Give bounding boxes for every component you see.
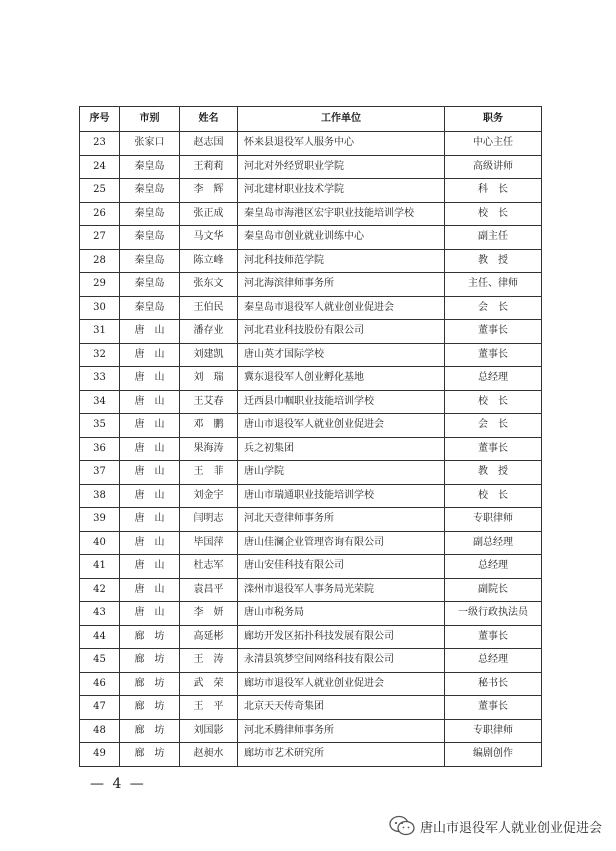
cell-no: 48 xyxy=(80,719,120,743)
cell-role: 副主任 xyxy=(445,226,542,250)
cell-role: 总经理 xyxy=(445,555,542,579)
table-row xyxy=(80,132,542,156)
cell-role: 董事长 xyxy=(445,320,542,344)
table-row xyxy=(80,672,542,696)
cell-name: 张正成 xyxy=(180,202,238,226)
cell-role: 总经理 xyxy=(445,649,542,673)
cell-role: 高级讲师 xyxy=(445,155,542,179)
cell-name: 王 平 xyxy=(180,696,238,720)
cell-city: 唐 山 xyxy=(120,367,180,391)
page-number: — 4 — xyxy=(90,776,146,792)
cell-unit: 兵之初集团 xyxy=(238,437,445,461)
header-no: 序号 xyxy=(80,107,120,132)
cell-no: 46 xyxy=(80,672,120,696)
table-row xyxy=(80,273,542,297)
cell-role: 编剧创作 xyxy=(445,743,542,767)
cell-no: 27 xyxy=(80,226,120,250)
cell-no: 49 xyxy=(80,743,120,767)
table-row xyxy=(80,226,542,250)
cell-city: 秦皇岛 xyxy=(120,273,180,297)
cell-name: 马文华 xyxy=(180,226,238,250)
cell-city: 唐 山 xyxy=(120,414,180,438)
table-body xyxy=(80,132,542,767)
cell-no: 35 xyxy=(80,414,120,438)
table-row xyxy=(80,202,542,226)
cell-city: 廊 坊 xyxy=(120,743,180,767)
cell-name: 袁昌平 xyxy=(180,578,238,602)
cell-no: 41 xyxy=(80,555,120,579)
cell-name: 毕国萍 xyxy=(180,531,238,555)
cell-no: 28 xyxy=(80,249,120,273)
wechat-icon xyxy=(388,815,416,837)
cell-unit: 廊坊市艺术研究所 xyxy=(238,743,445,767)
cell-name: 果海涛 xyxy=(180,437,238,461)
cell-role: 秘书长 xyxy=(445,672,542,696)
cell-name: 王 涛 xyxy=(180,649,238,673)
table-row xyxy=(80,484,542,508)
watermark-text: 唐山市退役军人就业创业促进会 xyxy=(419,820,602,836)
cell-unit: 唐山市退役军人就业创业促进会 xyxy=(238,414,445,438)
table-row xyxy=(80,249,542,273)
cell-no: 29 xyxy=(80,273,120,297)
cell-city: 唐 山 xyxy=(120,508,180,532)
cell-role: 一级行政执法员 xyxy=(445,602,542,626)
cell-name: 刘建凯 xyxy=(180,343,238,367)
cell-unit: 河北科技师范学院 xyxy=(238,249,445,273)
cell-role: 董事长 xyxy=(445,696,542,720)
cell-no: 25 xyxy=(80,179,120,203)
cell-unit: 河北对外经贸职业学院 xyxy=(238,155,445,179)
cell-city: 秦皇岛 xyxy=(120,179,180,203)
cell-no: 36 xyxy=(80,437,120,461)
cell-no: 42 xyxy=(80,578,120,602)
cell-no: 44 xyxy=(80,625,120,649)
cell-name: 闫明志 xyxy=(180,508,238,532)
table-row xyxy=(80,414,542,438)
cell-unit: 河北天壹律师事务所 xyxy=(238,508,445,532)
cell-name: 王 菲 xyxy=(180,461,238,485)
table-row xyxy=(80,155,542,179)
cell-no: 24 xyxy=(80,155,120,179)
cell-unit: 永清县筑梦空间网络科技有限公司 xyxy=(238,649,445,673)
cell-city: 秦皇岛 xyxy=(120,249,180,273)
table-row xyxy=(80,390,542,414)
cell-no: 40 xyxy=(80,531,120,555)
table-row xyxy=(80,508,542,532)
cell-role: 董事长 xyxy=(445,343,542,367)
cell-unit: 唐山市税务局 xyxy=(238,602,445,626)
cell-unit: 唐山市瑞通职业技能培训学校 xyxy=(238,484,445,508)
cell-name: 王艾春 xyxy=(180,390,238,414)
cell-role: 中心主任 xyxy=(445,132,542,156)
cell-name: 武 荣 xyxy=(180,672,238,696)
table-row xyxy=(80,649,542,673)
cell-name: 高延彬 xyxy=(180,625,238,649)
table-row xyxy=(80,320,542,344)
cell-no: 32 xyxy=(80,343,120,367)
cell-city: 廊 坊 xyxy=(120,672,180,696)
cell-city: 唐 山 xyxy=(120,437,180,461)
cell-no: 47 xyxy=(80,696,120,720)
cell-city: 廊 坊 xyxy=(120,719,180,743)
table-row xyxy=(80,743,542,767)
cell-unit: 秦皇岛市退役军人就业创业促进会 xyxy=(238,296,445,320)
cell-unit: 迁西县巾帼职业技能培训学校 xyxy=(238,390,445,414)
cell-name: 邓 鹏 xyxy=(180,414,238,438)
header-row xyxy=(80,107,542,132)
cell-city: 廊 坊 xyxy=(120,696,180,720)
cell-unit: 冀东退役军人创业孵化基地 xyxy=(238,367,445,391)
cell-role: 专职律师 xyxy=(445,508,542,532)
cell-name: 刘国影 xyxy=(180,719,238,743)
cell-no: 31 xyxy=(80,320,120,344)
cell-role: 副院长 xyxy=(445,578,542,602)
cell-name: 杜志军 xyxy=(180,555,238,579)
header-city: 市别 xyxy=(120,107,180,132)
cell-city: 秦皇岛 xyxy=(120,155,180,179)
cell-unit: 廊坊开发区拓扑科技发展有限公司 xyxy=(238,625,445,649)
cell-role: 科 长 xyxy=(445,179,542,203)
cell-role: 董事长 xyxy=(445,625,542,649)
table-row xyxy=(80,437,542,461)
cell-role: 会 长 xyxy=(445,414,542,438)
header-name: 姓名 xyxy=(180,107,238,132)
table-row xyxy=(80,555,542,579)
cell-city: 廊 坊 xyxy=(120,625,180,649)
table-row xyxy=(80,367,542,391)
table-row xyxy=(80,531,542,555)
cell-unit: 怀来县退役军人服务中心 xyxy=(238,132,445,156)
cell-no: 37 xyxy=(80,461,120,485)
table-row xyxy=(80,179,542,203)
cell-no: 38 xyxy=(80,484,120,508)
cell-city: 唐 山 xyxy=(120,602,180,626)
cell-city: 唐 山 xyxy=(120,555,180,579)
cell-unit: 唐山英才国际学校 xyxy=(238,343,445,367)
cell-city: 秦皇岛 xyxy=(120,226,180,250)
cell-unit: 北京天天传奇集团 xyxy=(238,696,445,720)
cell-role: 专职律师 xyxy=(445,719,542,743)
table-row xyxy=(80,578,542,602)
cell-no: 23 xyxy=(80,132,120,156)
cell-city: 唐 山 xyxy=(120,484,180,508)
cell-role: 总经理 xyxy=(445,367,542,391)
cell-unit: 河北禾腾律师事务所 xyxy=(238,719,445,743)
cell-city: 秦皇岛 xyxy=(120,296,180,320)
cell-role: 校 长 xyxy=(445,202,542,226)
cell-name: 赵志国 xyxy=(180,132,238,156)
cell-city: 唐 山 xyxy=(120,531,180,555)
cell-role: 副总经理 xyxy=(445,531,542,555)
cell-city: 唐 山 xyxy=(120,461,180,485)
cell-city: 唐 山 xyxy=(120,390,180,414)
cell-name: 刘 瑞 xyxy=(180,367,238,391)
cell-role: 主任、律师 xyxy=(445,273,542,297)
cell-no: 26 xyxy=(80,202,120,226)
cell-name: 王莉莉 xyxy=(180,155,238,179)
cell-unit: 秦皇岛市创业就业训练中心 xyxy=(238,226,445,250)
cell-no: 34 xyxy=(80,390,120,414)
cell-name: 王伯民 xyxy=(180,296,238,320)
cell-city: 唐 山 xyxy=(120,320,180,344)
table-row xyxy=(80,461,542,485)
cell-name: 李 妍 xyxy=(180,602,238,626)
cell-unit: 唐山佳澜企业管理咨询有限公司 xyxy=(238,531,445,555)
cell-role: 董事长 xyxy=(445,437,542,461)
table-row xyxy=(80,602,542,626)
cell-role: 会 长 xyxy=(445,296,542,320)
table-header xyxy=(80,107,542,132)
cell-role: 教 授 xyxy=(445,461,542,485)
cell-role: 教 授 xyxy=(445,249,542,273)
cell-unit: 河北海滨律师事务所 xyxy=(238,273,445,297)
cell-name: 赵昶水 xyxy=(180,743,238,767)
header-role: 职务 xyxy=(445,107,542,132)
table-row xyxy=(80,343,542,367)
cell-name: 李 辉 xyxy=(180,179,238,203)
cell-city: 秦皇岛 xyxy=(120,202,180,226)
cell-city: 唐 山 xyxy=(120,343,180,367)
cell-city: 唐 山 xyxy=(120,578,180,602)
cell-role: 校 长 xyxy=(445,484,542,508)
cell-unit: 唐山安佳科技有限公司 xyxy=(238,555,445,579)
cell-unit: 滦州市退役军人事务局光荣院 xyxy=(238,578,445,602)
roster-table xyxy=(79,106,542,767)
cell-unit: 河北建材职业技术学院 xyxy=(238,179,445,203)
cell-no: 30 xyxy=(80,296,120,320)
cell-no: 33 xyxy=(80,367,120,391)
table-row xyxy=(80,696,542,720)
table-row xyxy=(80,719,542,743)
table-row xyxy=(80,296,542,320)
header-unit: 工作单位 xyxy=(238,107,445,132)
cell-name: 潘存业 xyxy=(180,320,238,344)
cell-no: 39 xyxy=(80,508,120,532)
cell-role: 校 长 xyxy=(445,390,542,414)
cell-unit: 唐山学院 xyxy=(238,461,445,485)
cell-city: 张家口 xyxy=(120,132,180,156)
cell-no: 43 xyxy=(80,602,120,626)
table-row xyxy=(80,625,542,649)
cell-unit: 廊坊市退役军人就业创业促进会 xyxy=(238,672,445,696)
cell-city: 廊 坊 xyxy=(120,649,180,673)
cell-unit: 河北君业科技股份有限公司 xyxy=(238,320,445,344)
cell-unit: 秦皇岛市海港区宏宇职业技能培训学校 xyxy=(238,202,445,226)
cell-name: 陈立峰 xyxy=(180,249,238,273)
cell-name: 刘金宇 xyxy=(180,484,238,508)
watermark xyxy=(388,815,602,837)
cell-name: 张东文 xyxy=(180,273,238,297)
cell-no: 45 xyxy=(80,649,120,673)
